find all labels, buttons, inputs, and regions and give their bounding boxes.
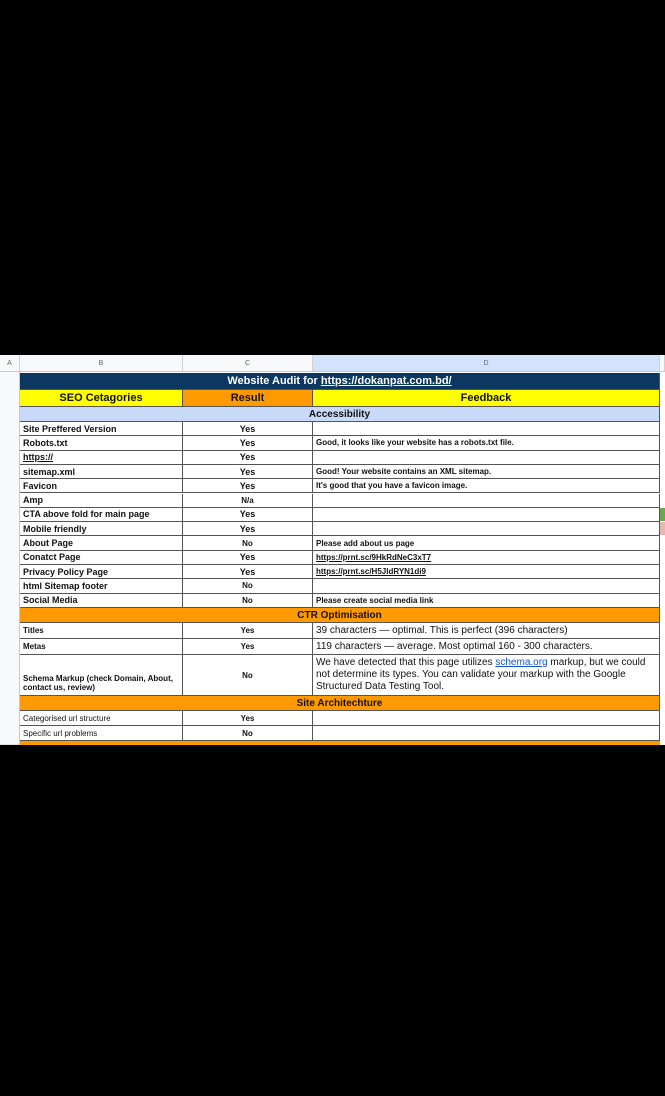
section-architecture (20, 696, 660, 711)
column-header-a[interactable]: A (0, 355, 20, 372)
result-cell[interactable]: No (183, 655, 313, 696)
category-cell[interactable]: Privacy Policy Page (20, 565, 183, 579)
result-cell[interactable]: Yes (183, 422, 313, 436)
table-row (20, 551, 660, 565)
red-marker (660, 522, 665, 535)
feedback-cell[interactable] (313, 579, 660, 593)
feedback-cell[interactable] (313, 726, 660, 741)
category-cell[interactable]: Metas (20, 639, 183, 655)
result-cell[interactable]: No (183, 726, 313, 741)
table-row (20, 479, 660, 493)
green-marker (660, 508, 665, 521)
feedback-cell[interactable]: It's good that you have a favicon image. (313, 479, 660, 493)
result-cell[interactable]: Yes (183, 508, 313, 522)
next-section-partial (20, 741, 660, 745)
result-cell[interactable]: Yes (183, 436, 313, 450)
result-cell[interactable]: N/a (183, 494, 313, 508)
table-row (20, 579, 660, 593)
category-cell[interactable]: Amp (20, 494, 183, 508)
result-cell[interactable]: Yes (183, 479, 313, 493)
table-row (20, 465, 660, 479)
column-header-e[interactable] (660, 355, 665, 372)
feedback-cell[interactable]: Please create social media link (313, 594, 660, 608)
result-cell[interactable]: No (183, 579, 313, 593)
title-prefix: Website Audit for (227, 375, 318, 387)
table-row (20, 565, 660, 579)
table-row (20, 639, 660, 655)
category-cell[interactable]: About Page (20, 536, 183, 550)
privacy-page-link[interactable]: https://prnt.sc/H5JldRYN1di9 (313, 565, 660, 579)
schema-org-link[interactable]: schema.org (495, 657, 548, 668)
category-cell[interactable]: CTA above fold for main page (20, 508, 183, 522)
feedback-cell[interactable]: Please add about us page (313, 536, 660, 550)
feedback-cell[interactable]: 119 characters — average. Most optimal 160 - 300 characters. (313, 639, 660, 655)
category-cell[interactable]: Conatct Page (20, 551, 183, 565)
category-cell[interactable]: Robots.txt (20, 436, 183, 450)
result-cell[interactable]: Yes (183, 451, 313, 465)
category-cell[interactable]: html Sitemap footer (20, 579, 183, 593)
section-title[interactable]: CTR Optimisation (20, 608, 660, 623)
table-row (20, 536, 660, 550)
feedback-cell[interactable]: Good, it looks like your website has a robots.txt file. (313, 436, 660, 450)
header-feedback[interactable]: Feedback (313, 390, 660, 407)
category-cell[interactable]: Social Media (20, 594, 183, 608)
table-row (20, 522, 660, 536)
result-cell[interactable]: Yes (183, 465, 313, 479)
category-cell[interactable]: sitemap.xml (20, 465, 183, 479)
result-cell[interactable]: Yes (183, 522, 313, 536)
feedback-cell[interactable] (313, 655, 660, 696)
category-cell[interactable]: https:// (20, 451, 183, 465)
feedback-cell[interactable] (313, 711, 660, 726)
title-cell[interactable] (20, 373, 660, 390)
result-cell[interactable]: Yes (183, 639, 313, 655)
category-cell[interactable]: Favicon (20, 479, 183, 493)
spreadsheet (0, 355, 665, 745)
result-cell[interactable]: No (183, 594, 313, 608)
table-row (20, 711, 660, 726)
feedback-cell[interactable] (313, 508, 660, 522)
column-header-c[interactable]: C (183, 355, 313, 372)
category-cell[interactable]: Mobile friendly (20, 522, 183, 536)
table-row (20, 436, 660, 450)
table-row (20, 594, 660, 608)
feedback-cell[interactable] (313, 494, 660, 508)
result-cell[interactable]: Yes (183, 623, 313, 639)
table-row (20, 726, 660, 741)
category-cell[interactable]: Specific url problems (20, 726, 183, 741)
header-row (20, 390, 660, 407)
category-cell[interactable]: Categorised url structure (20, 711, 183, 726)
category-cell[interactable]: Schema Markup (check Domain, About, contact us, review) (20, 655, 183, 696)
section-title[interactable]: Site Architechture (20, 696, 660, 711)
row-headers[interactable] (0, 372, 20, 745)
contact-page-link[interactable]: https://prnt.sc/9HkRdNeC3xT7 (313, 551, 660, 565)
header-category[interactable]: SEO Cetagories (20, 390, 183, 407)
section-accessibility (20, 407, 660, 422)
feedback-cell[interactable]: 39 characters — optimal. This is perfect (396 characters) (313, 623, 660, 639)
column-header-d[interactable]: D (313, 355, 660, 372)
result-cell[interactable]: Yes (183, 565, 313, 579)
table-row (20, 451, 660, 465)
table-row (20, 494, 660, 508)
table-row (20, 655, 660, 696)
result-cell[interactable]: Yes (183, 711, 313, 726)
feedback-cell[interactable] (313, 422, 660, 436)
result-cell[interactable]: Yes (183, 551, 313, 565)
table-row (20, 422, 660, 436)
category-cell[interactable]: Titles (20, 623, 183, 639)
schema-feedback-after: markup, but we could not determine its types. You can validate your markup with the Google Structured Data Testing Tool. (316, 657, 646, 692)
feedback-cell[interactable]: Good! Your website contains an XML sitemap. (313, 465, 660, 479)
feedback-cell[interactable] (313, 522, 660, 536)
result-cell[interactable]: No (183, 536, 313, 550)
table-row (20, 623, 660, 639)
schema-feedback-before: We have detected that this page utilizes (316, 657, 496, 668)
feedback-cell[interactable] (313, 451, 660, 465)
section-title[interactable]: Accessibility (20, 407, 660, 422)
title-url-link[interactable]: https://dokanpat.com.bd/ (320, 375, 452, 387)
category-cell[interactable]: Site Preffered Version (20, 422, 183, 436)
column-header-b[interactable]: B (20, 355, 183, 372)
title-row (20, 373, 660, 390)
header-result[interactable]: Result (183, 390, 313, 407)
section-ctr (20, 608, 660, 623)
table-row (20, 508, 660, 522)
